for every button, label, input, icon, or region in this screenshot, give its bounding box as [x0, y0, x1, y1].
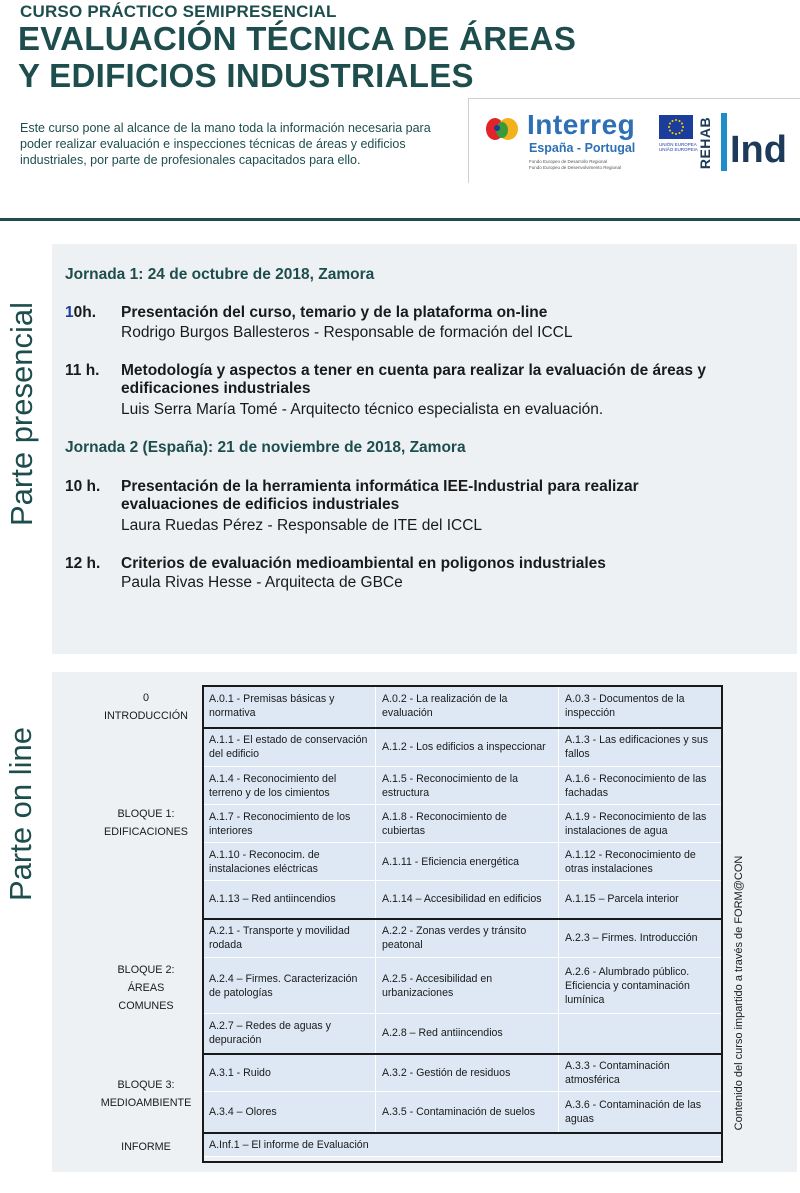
rehab-text: REHAB [697, 116, 714, 170]
module-cell: A.0.1 - Premisas básicas y normativa [203, 686, 376, 728]
jornada-2-heading: Jornada 2 (España): 21 de noviembre de 2018, Zamora [65, 439, 466, 456]
module-cell: A.2.2 - Zonas verdes y tránsito peatonal [376, 919, 559, 958]
course-description: Este curso pone al alcance de la mano toda la información necesaria para poder realizar evaluación e inspecciones técnicas de áreas y edificios industriales, por parte de profesionales capacitados para ello. [20, 121, 431, 167]
session-time: 10 h. [65, 478, 101, 495]
module-cell: A.1.1 - El estado de conservación del edificio [203, 728, 376, 767]
interreg-region: España - Portugal [529, 141, 636, 155]
eu-text-pt: UNIÃO EUROPEIA [659, 147, 698, 152]
logo-panel [468, 98, 800, 183]
session-title: Criterios de evaluación medioambiental en poligonos industriales [121, 555, 606, 572]
module-cell [559, 1014, 722, 1054]
interreg-logo-text: Interreg [527, 109, 636, 140]
rehab-accent-bar [721, 113, 727, 171]
online-modules-table [202, 685, 722, 1157]
module-cell: A.2.1 - Transporte y movilidad rodada [203, 919, 376, 958]
interreg-flower-icon [485, 116, 519, 142]
side-label-presencial: Parte presencial [4, 302, 39, 527]
module-cell: A.2.5 - Accesibilidad en urbanizaciones [376, 958, 559, 1014]
module-cell: A.1.11 - Eficiencia energética [376, 843, 559, 881]
module-cell: A.1.15 – Parcela interior [559, 881, 722, 919]
table-row [203, 843, 722, 881]
session-speaker: Paula Rivas Hesse - Arquitecta de GBCe [121, 574, 403, 591]
table-row [203, 958, 722, 1014]
rehab-logo [699, 113, 717, 171]
module-cell: A.2.6 - Alumbrado público. Eficiencia y contaminación lumínica [559, 958, 722, 1014]
session-title: Presentación del curso, temario y de la plataforma on-line [121, 304, 548, 321]
module-cell: A.2.7 – Redes de aguas y depuración [203, 1014, 376, 1054]
jornada-1-heading: Jornada 1: 24 de octubre de 2018, Zamora [65, 266, 375, 283]
module-cell: A.3.2 - Gestión de residuos [376, 1054, 559, 1092]
module-cell: A.3.6 - Contaminación de las aguas [559, 1092, 722, 1133]
module-cell: A.3.4 – Olores [203, 1092, 376, 1133]
module-cell: A.2.3 – Firmes. Introducción [559, 919, 722, 958]
session-time: 11 h. [65, 362, 100, 379]
informe-label: INFORME [121, 1141, 171, 1153]
header-divider [0, 218, 800, 221]
table-row [203, 919, 722, 958]
table-row [203, 1014, 722, 1054]
module-cell: A.1.6 - Reconocimiento de las fachadas [559, 767, 722, 805]
module-cell: A.1.7 - Reconocimiento de los interiores [203, 805, 376, 843]
table-row [203, 728, 722, 767]
module-cell: A.1.2 - Los edificios a inspeccionar [376, 728, 559, 767]
session-title: Presentación de la herramienta informática IEE-Industrial para realizar evaluaciones de edificios industriales [121, 478, 639, 513]
block-1-label: BLOQUE 1: EDIFICACIONES [104, 808, 188, 838]
module-cell: A.2.8 – Red antiincendios [376, 1014, 559, 1054]
module-cell: A.1.10 - Reconocim. de instalaciones eléctricas [203, 843, 376, 881]
fund-text-es: Fondo Europeo de Desarrollo Regional [529, 159, 608, 164]
session-time: 12 h. [65, 555, 101, 572]
session-speaker: Laura Ruedas Pérez - Responsable de ITE del ICCL [121, 517, 483, 534]
module-cell: A.1.12 - Reconocimiento de otras instalaciones [559, 843, 722, 881]
table-row [203, 1092, 722, 1133]
table-row [203, 767, 722, 805]
block-intro-label: 0 INTRODUCCIÓN [104, 692, 188, 722]
module-cell: A.1.3 - Las edificaciones y sus fallos [559, 728, 722, 767]
fund-text-pt: Fundo Europeu de Desenvolvimento Regional [529, 165, 622, 170]
module-cell: A.1.14 – Accesibilidad en edificios [376, 881, 559, 919]
module-cell: A.0.3 - Documentos de la inspección [559, 686, 722, 728]
table-row [203, 881, 722, 919]
block-3-label: BLOQUE 3: MEDIOAMBIENTE [100, 1079, 192, 1109]
side-label-online: Parte on line [3, 726, 38, 902]
platform-note: Contenido del curso impartido a través de FORM@CON [733, 855, 745, 1131]
eu-text-es: UNIÓN EUROPEA [659, 142, 697, 147]
module-cell: A.1.9 - Reconocimiento de las instalaciones de agua [559, 805, 722, 843]
table-row [203, 686, 722, 728]
block-2-label: BLOQUE 2: ÁREAS COMUNES [117, 964, 175, 1012]
page-title [18, 20, 576, 94]
ind-logo-text: Ind [730, 129, 787, 171]
module-cell: A.0.2 - La realización de la evaluación [376, 686, 559, 728]
table-row [203, 805, 722, 843]
module-cell: A.1.8 - Reconocimiento de cubiertas [376, 805, 559, 843]
session-title: Metodología y aspectos a tener en cuenta para realizar la evaluación de áreas y edificaciones industriales [121, 362, 706, 397]
module-cell: A.3.1 - Ruido [203, 1054, 376, 1092]
module-cell: A.1.13 – Red antiincendios [203, 881, 376, 919]
module-cell: A.1.5 - Reconocimiento de la estructura [376, 767, 559, 805]
table-row [203, 1054, 722, 1092]
session-time: 10h. [65, 304, 97, 321]
table-row [203, 1133, 722, 1157]
module-cell: A.3.3 - Contaminación atmosférica [559, 1054, 722, 1092]
session-speaker: Luis Serra María Tomé - Arquitecto técnico especialista en evaluación. [121, 401, 604, 418]
eu-flag-icon [659, 115, 693, 139]
module-cell: A.Inf.1 – El informe de Evaluación [203, 1133, 722, 1157]
module-cell: A.1.4 - Reconocimiento del terreno y de los cimientos [203, 767, 376, 805]
module-cell: A.2.4 – Firmes. Caracterización de patologías [203, 958, 376, 1014]
title-line-2: Y EDIFICIOS INDUSTRIALES [18, 57, 474, 94]
module-cell: A.3.5 - Contaminación de suelos [376, 1092, 559, 1133]
session-speaker: Rodrigo Burgos Ballesteros - Responsable de formación del ICCL [121, 324, 573, 341]
title-line-1: EVALUACIÓN TÉCNICA DE ÁREAS [18, 20, 577, 57]
course-type: CURSO PRÁCTICO SEMIPRESENCIAL [20, 2, 337, 21]
